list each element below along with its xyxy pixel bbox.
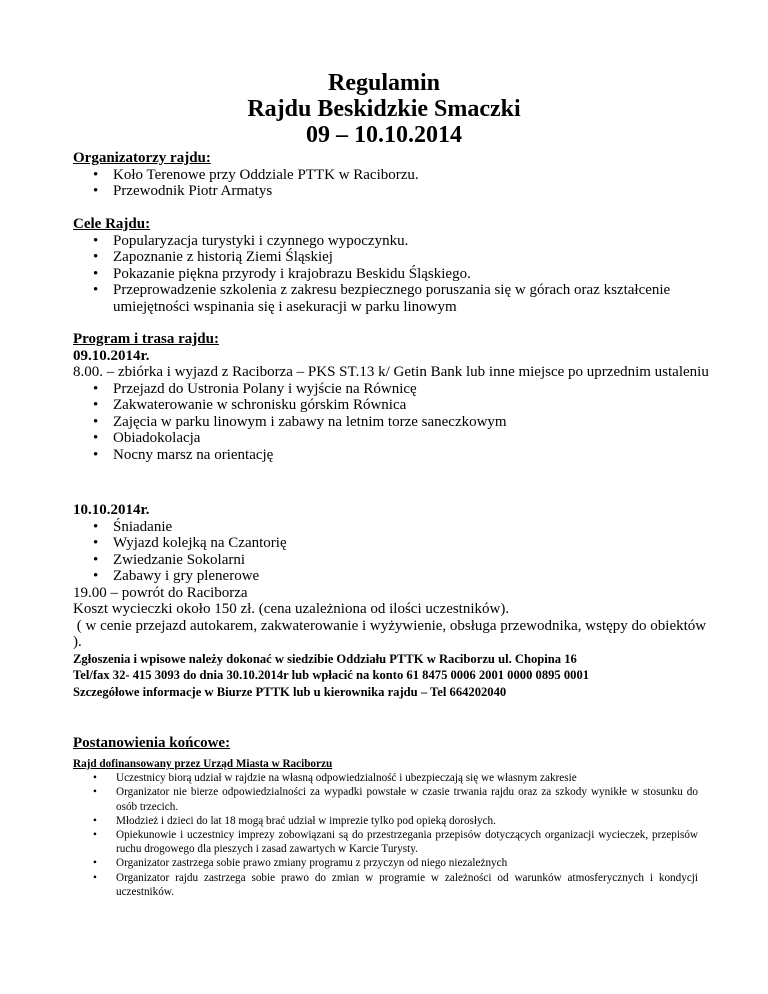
- list-item: • Zajęcia w parku linowym i zabawy na letnim torze saneczkowym: [73, 414, 713, 431]
- organizers-heading: Organizatorzy rajdu:: [73, 150, 211, 166]
- day1-list: [73, 381, 713, 464]
- list-item: • Uczestnicy biorą udział w rajdzie na własną odpowiedzialność i ubezpieczają się we własnym zakresie: [73, 771, 698, 785]
- cost-note: ( w cenie przejazd autokarem, zakwaterowanie i wyżywienie, obsługa przewodnika, wstępy do obiektów ).: [73, 617, 710, 650]
- list-item: • Organizator rajdu zastrzega sobie prawo do zmian w programie w zależności od warunków atmosferycznych i kondycji uczestników.: [73, 871, 698, 899]
- list-item: • Śniadanie: [73, 519, 713, 536]
- program-section: [73, 331, 713, 463]
- list-item: • Przewodnik Piotr Armatys: [73, 183, 713, 200]
- organizers-list: [73, 167, 713, 200]
- final-section: [73, 757, 698, 899]
- day2-section: [73, 502, 713, 700]
- document-dates: 09 – 10.10.2014: [306, 122, 462, 148]
- final-list: [73, 771, 698, 899]
- return-time: 19.00 – powrót do Raciborza: [73, 584, 248, 601]
- document-title: Regulamin: [327, 70, 440, 96]
- day1-intro: 8.00. – zbiórka i wyjazd z Raciborza – PKS ST.13 k/ Getin Bank lub inne miejsce po uprzednim ustaleniu: [73, 364, 709, 380]
- goals-heading: Cele Rajdu:: [73, 216, 151, 232]
- contact-line: Zgłoszenia i wpisowe należy dokonać w siedzibie Oddziału PTTK w Raciborzu ul. Chopina 16: [73, 651, 577, 666]
- list-item: • Wyjazd kolejką na Czantorię: [73, 535, 713, 552]
- list-item: • Organizator zastrzega sobie prawo zmiany programu z przyczyn od niego niezależnych: [73, 856, 698, 870]
- list-item: • Zabawy i gry plenerowe: [73, 568, 713, 585]
- list-item: • Koło Terenowe przy Oddziale PTTK w Raciborzu.: [73, 167, 713, 184]
- goals-list: [73, 233, 713, 316]
- list-item: • Zwiedzanie Sokolarni: [73, 552, 713, 569]
- list-item: • Pokazanie piękna przyrody i krajobrazu Beskidu Śląskiego.: [73, 266, 713, 283]
- list-item: • Przeprowadzenie szkolenia z zakresu bezpiecznego poruszania się w górach oraz kształcenie umiejętności wspinania się i asekuracji w parku linowym: [73, 282, 713, 315]
- final-subheading: Rajd dofinansowany przez Urząd Miasta w Raciborzu: [73, 758, 333, 770]
- list-item: • Zapoznanie z historią Ziemi Śląskiej: [73, 249, 713, 266]
- document-subtitle: Rajdu Beskidzkie Smaczki: [247, 96, 521, 122]
- program-heading: Program i trasa rajdu:: [73, 331, 219, 347]
- final-heading: Postanowienia końcowe:: [73, 735, 231, 751]
- list-item: • Nocny marsz na orientację: [73, 447, 713, 464]
- list-item: • Opiekunowie i uczestnicy imprezy zobowiązani są do przestrzegania przepisów dotyczących organizacji wycieczek, przepisów ruchu drogowego dla pieszych i zasad zawartych w Karcie Turysty.: [73, 828, 698, 856]
- goals-section: [73, 216, 713, 315]
- day1-date: 09.10.2014r.: [73, 347, 150, 364]
- cost-text: Koszt wycieczki około 150 zł. (cena uzależniona od ilości uczestników).: [73, 601, 510, 617]
- list-item: • Zakwaterowanie w schronisku górskim Równica: [73, 397, 713, 414]
- list-item: • Organizator nie bierze odpowiedzialności za wypadki powstałe w czasie trwania rajdu oraz za szkody wynikłe w stosunku do osób trzecich.: [73, 785, 698, 813]
- contact-line: Szczegółowe informacje w Biurze PTTK lub u kierownika rajdu – Tel 664202040: [73, 684, 507, 699]
- contact-line: Tel/fax 32- 415 3093 do dnia 30.10.2014r lub wpłacić na konto 61 8475 0006 2001 0000 0895 0001: [73, 668, 590, 683]
- day2-list: [73, 519, 713, 585]
- contact-info: [73, 651, 713, 701]
- day2-date: 10.10.2014r.: [73, 502, 150, 518]
- list-item: • Młodzież i dzieci do lat 18 mogą brać udział w imprezie tylko pod opieką dorosłych.: [73, 814, 698, 828]
- list-item: • Przejazd do Ustronia Polany i wyjście na Równicę: [73, 381, 713, 398]
- organizers-section: [73, 150, 713, 200]
- list-item: • Popularyzacja turystyki i czynnego wypoczynku.: [73, 233, 713, 250]
- list-item: • Obiadokolacja: [73, 430, 713, 447]
